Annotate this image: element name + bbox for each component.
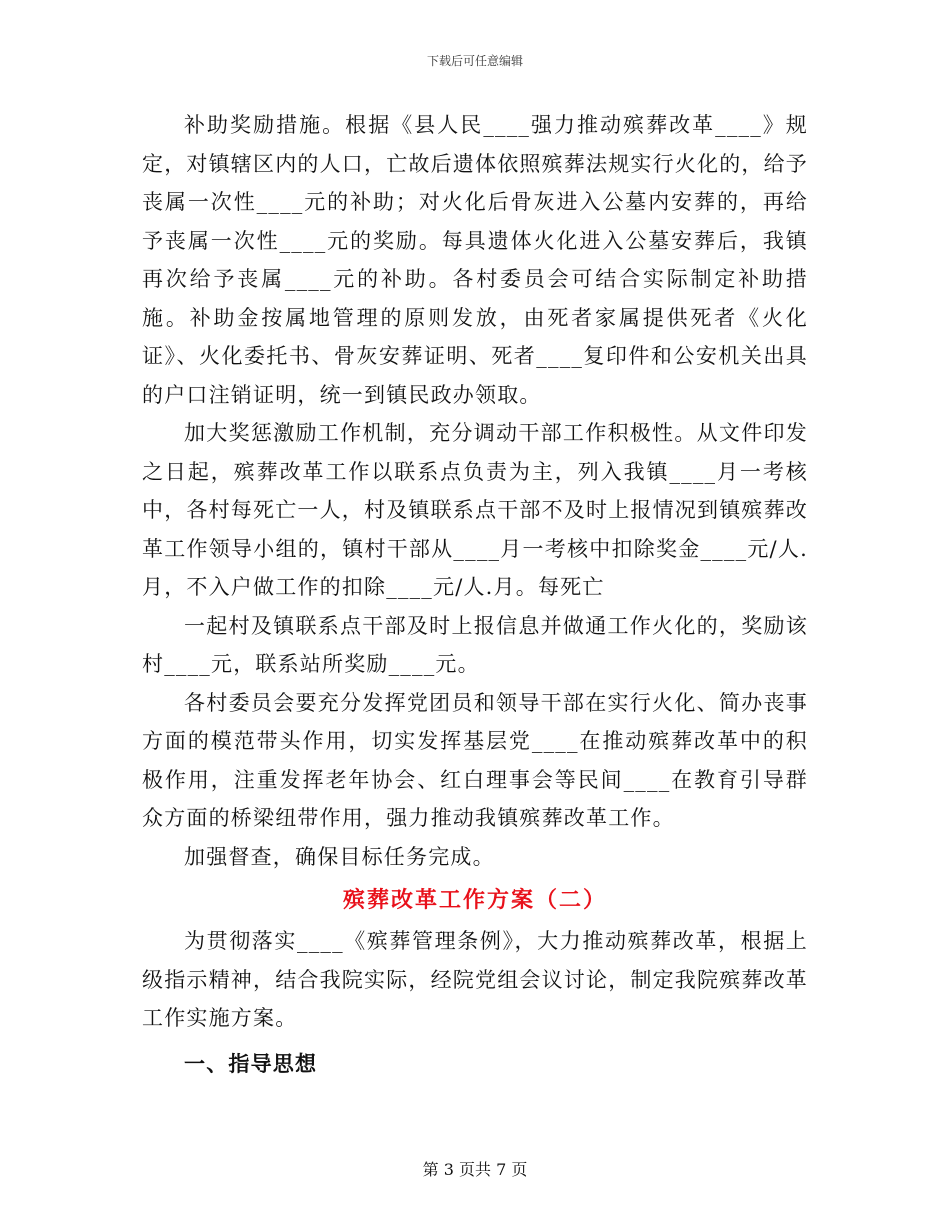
page-footer: 第 3 页共 7 页 — [422, 1160, 528, 1179]
paragraph-village-committees: 各村委员会要充分发挥党团员和领导干部在实行火化、简办丧事方面的模范带头作用，切实发挥基层党____在推动殡葬改革中的积极作用，注重发挥老年协会、红白理事会等民间____在教育引导群众方面的桥梁纽带作用，强力推动我镇殡葬改革工作。 — [142, 690, 808, 830]
paragraph-subsidy-measures: 补助奖励措施。根据《县人民____强力推动殡葬改革____》规定，对镇辖区内的人口，亡故后遗体依照殡葬法规实行火化的，给予丧属一次性____元的补助；对火化后骨灰进入公墓内安葬的，再给予丧属一次性____元的奖励。每具遗体火化进入公墓安葬后，我镇再次给予丧属____元的补助。各村委员会可结合实际制定补助措施。补助金按属地管理的原则发放，由死者家属提供死者《火化证》、火化委托书、骨灰安葬证明、死者____复印件和公安机关出具的户口注销证明，统一到镇民政办领取。 — [142, 113, 808, 407]
document-body — [142, 106, 808, 1084]
paragraph-supervision: 加强督查，确保目标任务完成。 — [184, 844, 495, 869]
subheading-guiding-ideology: 一、指导思想 — [184, 1050, 318, 1076]
paragraph-section-intro: 为贯彻落实____《殡葬管理条例》，大力推动殡葬改革，根据上级指示精神，结合我院实际，经院党组会议讨论，制定我院殡葬改革工作实施方案。 — [142, 929, 808, 1030]
paragraph-incentive-mechanism: 加大奖惩激励工作机制，充分调动干部工作积极性。从文件印发之日起，殡葬改革工作以联系点负责为主，列入我镇____月一考核中，各村每死亡一人，村及镇联系点干部不及时上报情况到镇殡葬改革工作领导小组的，镇村干部从____月一考核中扣除奖金____元/人.月，不入户做工作的扣除____元/人.月。每死亡 — [142, 421, 808, 599]
paragraph-reward: 一起村及镇联系点干部及时上报信息并做通工作火化的，奖励该村____元，联系站所奖励____元。 — [142, 613, 808, 676]
page-header: 下载后可任意编辑 — [426, 54, 523, 68]
section-title: 殡葬改革工作方案（二） — [342, 887, 607, 913]
